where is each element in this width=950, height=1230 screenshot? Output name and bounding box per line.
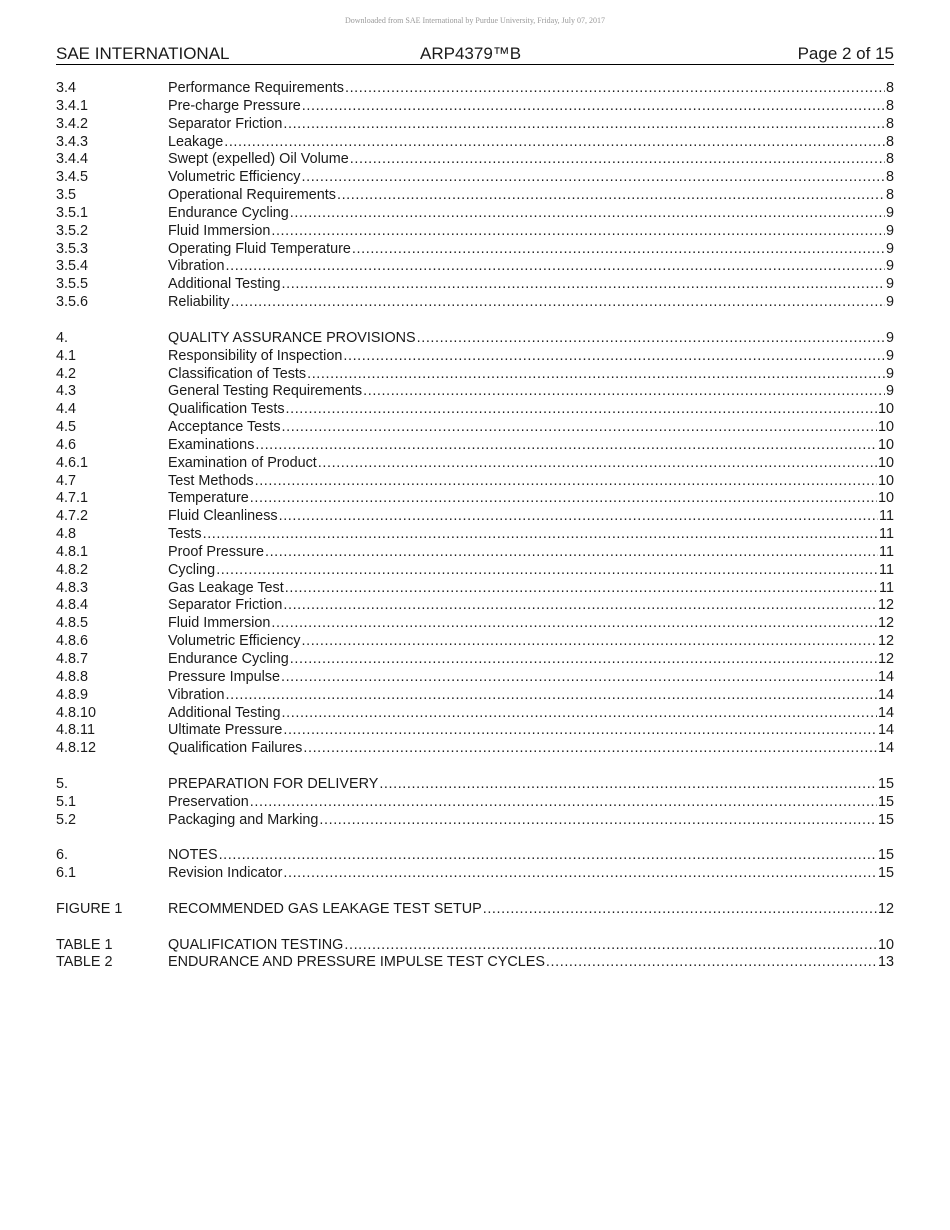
toc-entry-number: 3.4.5 (56, 169, 89, 186)
toc-entry-number: 4.8.11 (56, 722, 95, 739)
toc-entry-page: 11 (879, 526, 894, 543)
toc-entry-page: 8 (885, 80, 894, 96)
toc-section-gap (56, 829, 894, 847)
toc-entry-title[interactable]: Test Methods (168, 472, 254, 489)
toc-entry-number: 4.8.12 (56, 740, 97, 757)
toc-dot-leader (483, 901, 877, 919)
toc-entry[interactable] (56, 954, 894, 972)
toc-entry-title[interactable]: Examinations (168, 436, 255, 453)
toc-entry-title[interactable]: Cycling (168, 561, 216, 578)
toc-entry[interactable] (56, 419, 894, 437)
toc-entry-title[interactable]: Qualification Tests (168, 401, 285, 418)
toc-entry[interactable] (56, 687, 894, 705)
toc-dot-leader (417, 330, 885, 348)
toc-entry-number: 4.1 (56, 347, 77, 364)
toc-entry-number: 4.8.9 (56, 686, 89, 703)
toc-entry-page: 9 (885, 222, 894, 239)
toc-entry-title[interactable]: Qualification Failures (168, 740, 303, 757)
toc-entry[interactable] (56, 294, 894, 312)
toc-entry-page: 8 (885, 151, 894, 168)
toc-entry-page: 8 (885, 97, 894, 114)
toc-dot-leader (250, 490, 877, 508)
toc-entry-title[interactable]: PREPARATION FOR DELIVERY (168, 775, 379, 792)
toc-entry-title[interactable]: Classification of Tests (168, 365, 307, 382)
toc-dot-leader (282, 419, 877, 437)
toc-entry[interactable] (56, 847, 894, 865)
toc-entry-number: 4.8.10 (56, 704, 97, 721)
toc-entry[interactable] (56, 187, 894, 205)
toc-dot-leader (265, 544, 878, 562)
toc-entry-page: 10 (877, 936, 894, 953)
toc-entry[interactable] (56, 740, 894, 758)
toc-entry-page: 8 (885, 169, 894, 186)
toc-entry-number: 5.1 (56, 793, 77, 810)
toc-entry-page: 12 (877, 597, 894, 614)
toc-entry[interactable] (56, 116, 894, 134)
toc-entry[interactable] (56, 651, 894, 669)
toc-entry-title[interactable]: Operating Fluid Temperature (168, 240, 351, 257)
toc-entry-title[interactable]: Proof Pressure (168, 543, 264, 560)
toc-entry-number: 3.4.1 (56, 97, 89, 114)
toc-dot-leader (282, 705, 877, 723)
toc-dot-leader (231, 294, 885, 312)
toc-entry-title[interactable]: Vibration (168, 686, 225, 703)
toc-entry-title[interactable]: ENDURANCE AND PRESSURE IMPULSE TEST CYCLES (168, 954, 545, 971)
toc-entry[interactable] (56, 241, 894, 259)
toc-dot-leader (226, 258, 885, 276)
toc-dot-leader (283, 722, 877, 740)
toc-entry[interactable] (56, 508, 894, 526)
toc-entry-number: 3.4.4 (56, 151, 89, 168)
toc-dot-leader (318, 455, 877, 473)
toc-dot-leader (302, 98, 885, 116)
toc-entry-title[interactable]: Responsibility of Inspection (168, 347, 343, 364)
toc-entry-title[interactable]: Separator Friction (168, 597, 283, 614)
toc-entry-title[interactable]: Endurance Cycling (168, 651, 289, 667)
toc-entry[interactable] (56, 134, 894, 152)
toc-entry[interactable] (56, 98, 894, 116)
toc-entry-page: 11 (879, 508, 894, 525)
toc-entry-title[interactable]: RECOMMENDED GAS LEAKAGE TEST SETUP (168, 900, 482, 917)
toc-dot-leader (224, 134, 885, 152)
toc-entry[interactable] (56, 597, 894, 615)
toc-dot-leader (283, 597, 877, 615)
page-header (56, 43, 894, 65)
toc-dot-leader (302, 633, 877, 651)
toc-entry-title[interactable]: Volumetric Efficiency (168, 169, 301, 186)
toc-entry-page: 10 (877, 454, 894, 471)
toc-entry-number: 4.8.3 (56, 579, 89, 596)
toc-dot-leader (319, 812, 877, 830)
toc-entry-page: 14 (877, 704, 894, 721)
toc-entry-title[interactable]: NOTES (168, 847, 218, 864)
toc-entry-page: 10 (877, 490, 894, 507)
toc-entry-number: 4. (56, 329, 69, 346)
toc-entry[interactable] (56, 258, 894, 276)
toc-section-gap (56, 312, 894, 330)
toc-dot-leader (283, 116, 885, 134)
toc-entry-number: 4.8.4 (56, 597, 89, 614)
toc-entry-page: 9 (885, 294, 894, 311)
toc-dot-leader (285, 580, 878, 598)
toc-entry[interactable] (56, 669, 894, 687)
toc-entry[interactable] (56, 205, 894, 223)
download-watermark: Downloaded from SAE International by Purdue University, Friday, July 07, 2017 (344, 16, 606, 25)
table-of-contents (56, 80, 894, 972)
toc-entry[interactable] (56, 633, 894, 651)
toc-entry[interactable] (56, 401, 894, 419)
toc-entry-page: 10 (877, 472, 894, 489)
toc-entry[interactable] (56, 776, 894, 794)
toc-dot-leader (271, 223, 885, 241)
toc-dot-leader (279, 508, 878, 526)
toc-entry-title[interactable]: Additional Testing (168, 276, 281, 293)
toc-entry-page: 10 (877, 419, 894, 436)
toc-dot-leader (282, 276, 885, 294)
toc-entry[interactable] (56, 223, 894, 241)
toc-entry-title[interactable]: Ultimate Pressure (168, 722, 283, 739)
toc-entry-title[interactable]: Tests (168, 526, 202, 543)
toc-entry-title[interactable]: Revision Indicator (168, 865, 283, 882)
toc-entry-page: 11 (879, 543, 894, 560)
toc-entry-number: 3.4.3 (56, 133, 89, 150)
toc-entry-number: 4.8.7 (56, 651, 89, 667)
toc-dot-leader (303, 740, 877, 758)
toc-entry-page: 12 (877, 633, 894, 650)
toc-entry[interactable] (56, 544, 894, 562)
toc-dot-leader (290, 651, 877, 669)
toc-entry-number: 6.1 (56, 865, 77, 882)
toc-entry-title[interactable]: QUALITY ASSURANCE PROVISIONS (168, 329, 416, 346)
toc-entry-title[interactable]: Examination of Product (168, 454, 317, 471)
toc-entry-number: 4.6.1 (56, 454, 89, 471)
toc-entry-title[interactable]: Fluid Cleanliness (168, 508, 278, 525)
toc-entry[interactable] (56, 901, 894, 919)
toc-dot-leader (226, 687, 877, 705)
toc-entry-title[interactable]: Operational Requirements (168, 187, 336, 204)
toc-entry-title[interactable]: Preservation (168, 793, 249, 810)
toc-entry-number: 6. (56, 847, 69, 864)
toc-entry-number: 4.6 (56, 436, 77, 453)
toc-entry-number: 4.8.1 (56, 543, 89, 560)
toc-entry-title[interactable]: Leakage (168, 133, 224, 150)
toc-entry-title[interactable]: QUALIFICATION TESTING (168, 936, 344, 953)
toc-entry[interactable] (56, 526, 894, 544)
toc-entry-title[interactable]: Fluid Immersion (168, 615, 271, 632)
toc-entry-number: 4.8.6 (56, 633, 89, 650)
toc-section-gap (56, 919, 894, 937)
toc-dot-leader (250, 794, 877, 812)
toc-entry-number: 4.3 (56, 383, 77, 400)
toc-entry[interactable] (56, 276, 894, 294)
toc-entry-number: 4.8.5 (56, 615, 89, 632)
toc-entry-title[interactable]: Reliability (168, 294, 230, 311)
toc-entry-page: 9 (885, 276, 894, 293)
toc-entry-page: 8 (885, 187, 894, 204)
toc-entry[interactable] (56, 490, 894, 508)
toc-entry[interactable] (56, 151, 894, 169)
toc-entry-page: 15 (877, 775, 894, 792)
toc-entry-number: 3.5.5 (56, 276, 89, 293)
header-organization: SAE INTERNATIONAL (56, 44, 230, 63)
toc-dot-leader (286, 401, 877, 419)
toc-entry-number: 3.5 (56, 187, 77, 204)
toc-entry[interactable] (56, 615, 894, 633)
toc-entry[interactable] (56, 722, 894, 740)
toc-entry-title[interactable]: Pressure Impulse (168, 668, 280, 685)
toc-entry-page: 13 (877, 954, 894, 971)
toc-entry-page: 10 (877, 436, 894, 453)
toc-entry-page: 8 (885, 115, 894, 132)
toc-dot-leader (290, 205, 885, 223)
toc-entry[interactable] (56, 383, 894, 401)
toc-entry-title[interactable]: Packaging and Marking (168, 811, 319, 828)
toc-dot-leader (216, 562, 878, 580)
toc-dot-leader (219, 847, 877, 865)
toc-entry[interactable] (56, 473, 894, 491)
toc-entry-number: TABLE 1 (56, 936, 113, 953)
toc-entry-number: FIGURE 1 (56, 900, 123, 917)
header-document-number: ARP4379™B (420, 44, 522, 63)
toc-entry-title[interactable]: Swept (expelled) Oil Volume (168, 151, 349, 168)
toc-entry-title[interactable]: Gas Leakage Test (168, 579, 284, 596)
toc-entry-title[interactable]: Pre-charge Pressure (168, 97, 301, 114)
toc-entry-page: 14 (877, 722, 894, 739)
toc-dot-leader (302, 169, 885, 187)
toc-entry-number: 3.4 (56, 80, 77, 96)
toc-entry-title[interactable]: Temperature (168, 490, 249, 507)
toc-entry-number: 4.8.2 (56, 561, 89, 578)
toc-entry-number: TABLE 2 (56, 954, 113, 971)
toc-entry-page: 9 (885, 347, 894, 364)
toc-dot-leader (363, 383, 885, 401)
toc-dot-leader (283, 865, 877, 883)
toc-entry-number: 5. (56, 775, 69, 792)
toc-entry[interactable] (56, 80, 894, 98)
toc-entry-number: 4.7 (56, 472, 77, 489)
toc-entry[interactable] (56, 455, 894, 473)
toc-dot-leader (307, 366, 885, 384)
toc-entry-number: 4.7.1 (56, 490, 89, 507)
toc-entry-page: 11 (879, 561, 894, 578)
toc-entry[interactable] (56, 169, 894, 187)
toc-dot-leader (344, 937, 877, 955)
toc-entry[interactable] (56, 794, 894, 812)
toc-section-gap (56, 883, 894, 901)
toc-dot-leader (546, 954, 877, 972)
toc-entry[interactable] (56, 865, 894, 883)
toc-entry-page: 9 (885, 383, 894, 400)
toc-entry-page: 15 (877, 811, 894, 828)
toc-entry[interactable] (56, 348, 894, 366)
toc-entry-page: 14 (877, 686, 894, 703)
toc-entry-page: 15 (877, 847, 894, 864)
toc-dot-leader (350, 151, 885, 169)
toc-entry-title[interactable]: Fluid Immersion (168, 222, 271, 239)
toc-dot-leader (281, 669, 877, 687)
toc-entry-number: 3.4.2 (56, 115, 89, 132)
toc-entry-number: 3.5.4 (56, 258, 89, 275)
toc-entry-title[interactable]: Volumetric Efficiency (168, 633, 301, 650)
toc-entry-page: 9 (885, 204, 894, 221)
toc-entry-page: 14 (877, 740, 894, 757)
header-page-number: Page 2 of 15 (797, 44, 894, 63)
toc-dot-leader (255, 437, 877, 455)
toc-entry-number: 4.4 (56, 401, 77, 418)
toc-entry-page: 15 (877, 793, 894, 810)
toc-entry-number: 3.5.2 (56, 222, 89, 239)
toc-dot-leader (203, 526, 878, 544)
toc-entry-page: 9 (885, 329, 894, 346)
toc-entry[interactable] (56, 580, 894, 598)
toc-entry[interactable] (56, 437, 894, 455)
toc-entry-number: 3.5.1 (56, 204, 89, 221)
toc-dot-leader (343, 348, 885, 366)
toc-entry-page: 9 (885, 240, 894, 257)
toc-entry-page: 12 (877, 900, 894, 917)
toc-dot-leader (255, 473, 877, 491)
toc-entry-number: 4.8 (56, 526, 77, 543)
toc-entry-number: 4.7.2 (56, 508, 89, 525)
toc-entry-title[interactable]: Vibration (168, 258, 225, 275)
toc-dot-leader (379, 776, 877, 794)
toc-entry-number: 4.2 (56, 365, 77, 382)
toc-entry-title[interactable]: Acceptance Tests (168, 419, 281, 436)
toc-entry-title[interactable]: Endurance Cycling (168, 204, 289, 221)
toc-entry[interactable] (56, 366, 894, 384)
toc-entry-page: 15 (877, 865, 894, 882)
toc-entry-number: 4.5 (56, 419, 77, 436)
toc-entry-number: 3.5.6 (56, 294, 89, 311)
toc-entry-page: 9 (885, 258, 894, 275)
toc-dot-leader (345, 80, 885, 98)
toc-entry-page: 10 (877, 401, 894, 418)
toc-entry[interactable] (56, 562, 894, 580)
toc-dot-leader (337, 187, 885, 205)
toc-entry-page: 8 (885, 133, 894, 150)
toc-entry-title[interactable]: Separator Friction (168, 115, 283, 132)
toc-entry-title[interactable]: Additional Testing (168, 704, 281, 721)
toc-entry-title[interactable]: Performance Requirements (168, 80, 344, 96)
toc-entry[interactable] (56, 330, 894, 348)
toc-entry-number: 4.8.8 (56, 668, 89, 685)
toc-entry-page: 12 (877, 651, 894, 667)
toc-entry-number: 5.2 (56, 811, 77, 828)
toc-entry-number: 3.5.3 (56, 240, 89, 257)
toc-dot-leader (271, 615, 877, 633)
toc-entry[interactable] (56, 937, 894, 955)
toc-entry-page: 11 (879, 579, 894, 596)
toc-entry[interactable] (56, 812, 894, 830)
toc-entry-page: 12 (877, 615, 894, 632)
toc-entry-page: 14 (877, 668, 894, 685)
toc-dot-leader (352, 241, 885, 259)
toc-entry-title[interactable]: General Testing Requirements (168, 383, 363, 400)
toc-entry-page: 9 (885, 365, 894, 382)
toc-section-gap (56, 758, 894, 776)
toc-entry[interactable] (56, 705, 894, 723)
